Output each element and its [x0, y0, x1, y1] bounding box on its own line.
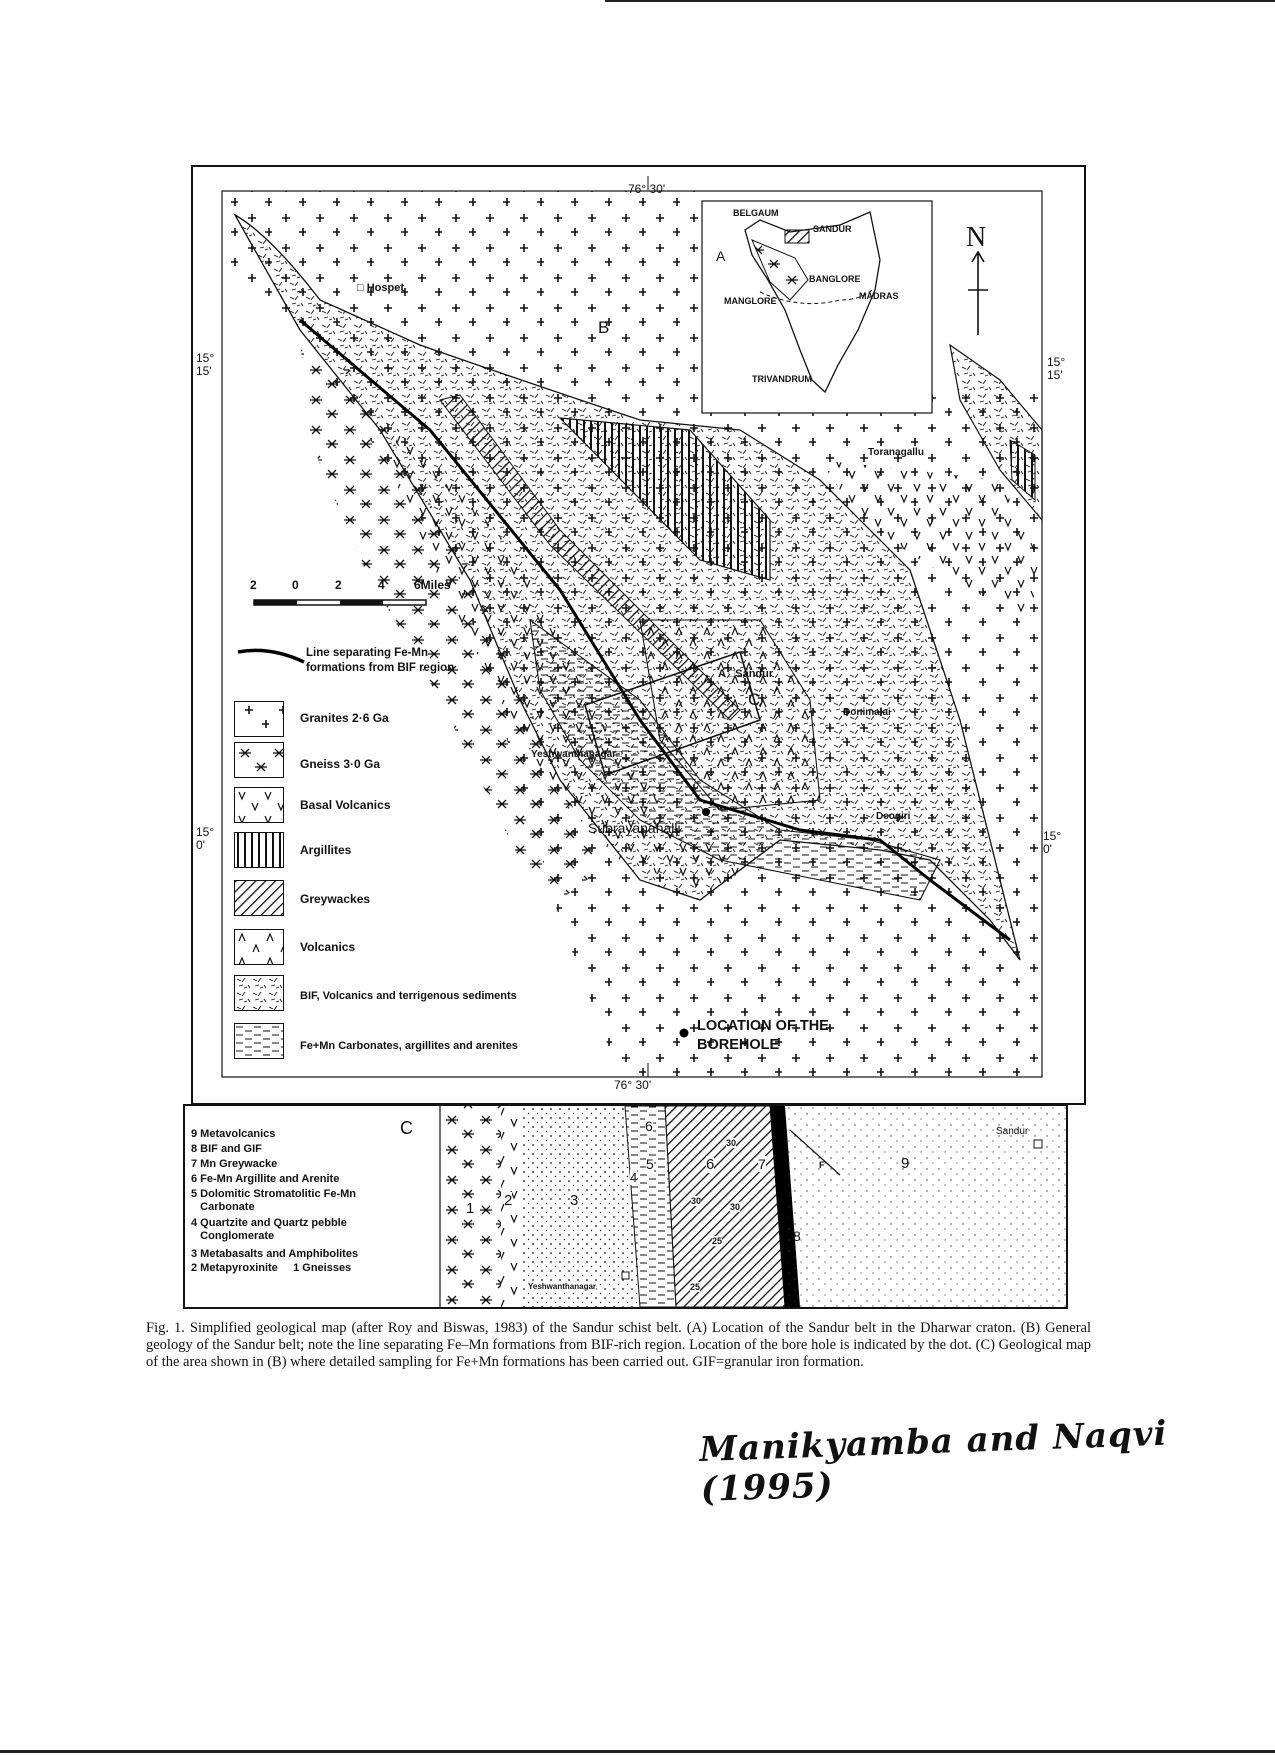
scale-tick-2b: 2	[335, 578, 342, 592]
horizontal-dash-icon	[234, 1023, 284, 1059]
legend-gneiss: Gneiss 3·0 Ga	[300, 757, 381, 771]
inset-panel-label: A	[716, 248, 726, 264]
cross-pattern-icon	[234, 742, 284, 778]
figure-caption: Fig. 1. Simplified geological map (after Roy and Biswas, 1983) of the Sandur schist belt. (A) Location of the Sandur belt in the Dharwar craton. (B) General geology of the Sandur belt; note the line separating Fe–Mn formations from BIF-rich region. Location of the bore hole is indicated by the dot. (C) Geological map of the area shown in (B) where detailed sampling for Fe+Mn formations has been carried out. GIF=granular iron formation.	[146, 1320, 1091, 1370]
legend-volcanics: Volcanics	[300, 940, 356, 954]
inset-belgaum: BELGAUM	[733, 208, 779, 218]
c-dip-1: 30	[726, 1138, 737, 1148]
dash-scatter-icon	[234, 975, 284, 1011]
c-fault-label: F	[819, 1160, 825, 1170]
c-legend-4: 4 Quartzite and Quartz pebble Conglomerate	[191, 1217, 347, 1242]
panel-c-label: C	[400, 1118, 413, 1138]
scale-tick-2a: 2	[250, 578, 257, 592]
panel-c-box-label: C	[748, 690, 761, 709]
place-donimalai: Donimalai	[843, 707, 891, 718]
legend-basal-volcanics: Basal Volcanics	[300, 798, 391, 812]
borehole-dot	[680, 1029, 689, 1038]
legend-fe-mn-carbonates: Fe+Mn Carbonates, argillites and arenites	[300, 1040, 518, 1052]
inset-sandur: SANDUR	[813, 224, 852, 234]
lat-15-0-left: 15° 0'	[196, 825, 215, 852]
c-legend-7: 7 Mn Greywacke	[191, 1158, 278, 1170]
longitude-bottom: 76° 30'	[614, 1078, 652, 1092]
lat-15-15-right: 15° 15'	[1047, 355, 1066, 382]
lat-15-0-right: 15° 0'	[1043, 829, 1062, 856]
place-toranagallu: Toranagallu	[868, 447, 924, 458]
handwritten-signature: Manikyamba and Naqvi (1995)	[698, 1413, 1169, 1511]
legend-argillites: Argillites	[300, 843, 352, 857]
v-pattern-icon	[234, 787, 284, 823]
inset-trivandrum: TRIVANDRUM	[752, 374, 812, 384]
c-unit-1: 1	[466, 1200, 475, 1217]
scale-tick-4: 4	[378, 578, 385, 592]
place-yeshwanthanagar: Yeshwanthanagar□	[531, 749, 623, 760]
scale-tick-0: 0	[292, 578, 299, 592]
sandur-location-marker	[785, 230, 809, 243]
plus-pattern-icon	[234, 701, 284, 737]
scale-tick-6-miles: 6Miles	[414, 578, 451, 592]
c-legend-6: 6 Fe-Mn Argillite and Arenite	[191, 1173, 340, 1185]
longitude-top: 76° 30'	[628, 182, 666, 196]
inset-manglore: MANGLORE	[724, 296, 777, 306]
place-hospet: □ Hospet	[357, 282, 404, 294]
scale-bar	[254, 600, 426, 605]
c-unit-5: 5	[646, 1156, 654, 1172]
c-unit-3: 3	[570, 1192, 579, 1209]
c-unit-6b: 6	[706, 1156, 715, 1173]
place-deogiri: Deogiri	[876, 811, 911, 822]
borehole-location-on-map	[702, 808, 710, 816]
north-arrow-icon	[968, 252, 988, 335]
inset-banglore: BANGLORE	[809, 274, 861, 284]
c-unit-9: 9	[901, 1155, 910, 1172]
legend-granites: Granites 2·6 Ga	[300, 711, 389, 725]
c-legend-2-1: 2 Metapyroxinite 1 Gneisses	[191, 1262, 352, 1274]
unit-6-argillite	[665, 1106, 785, 1307]
c-legend-9: 9 Metavolcanics	[191, 1128, 276, 1140]
c-unit-2: 2	[504, 1192, 513, 1209]
panel-b-label: B	[598, 318, 610, 337]
c-yeshwanthanagar: Yeshwanthanagar	[528, 1282, 597, 1291]
c-legend-5: 5 Dolomitic Stromatolitic Fe-Mn Carbonate	[191, 1188, 357, 1213]
vertical-lines-icon	[234, 832, 284, 868]
lat-15-15-left: 15° 15'	[196, 351, 215, 378]
c-sandur: Sandur	[996, 1126, 1029, 1137]
c-unit-4: 4	[630, 1170, 638, 1185]
c-legend-8: 8 BIF and GIF	[191, 1143, 262, 1155]
legend-bif: BIF, Volcanics and terrigenous sediments	[300, 990, 517, 1002]
inset-madras: MADRAS	[859, 291, 899, 301]
place-subrayanahalli: Subrayanahalli	[588, 820, 681, 836]
c-unit-7: 7	[758, 1156, 766, 1172]
borehole-label: LOCATION OF THE BOREHOLE	[697, 1018, 829, 1053]
north-label: N	[966, 222, 987, 253]
caret-pattern-icon	[234, 929, 284, 965]
c-legend-3: 3 Metabasalts and Amphibolites	[191, 1248, 359, 1260]
c-dip-2: 30	[691, 1196, 702, 1206]
c-unit-6a: 6	[645, 1118, 653, 1134]
legend-greywackes: Greywackes	[300, 892, 371, 906]
place-sandur: A □Sandur	[718, 668, 774, 680]
c-dip-4: 25	[712, 1236, 723, 1246]
c-unit-8: 8	[793, 1228, 801, 1244]
legend-line-sample	[238, 650, 304, 662]
fe-mn-line-legend-label: Line separating Fe-Mn formations from BIF region	[306, 647, 455, 674]
c-dip-3: 30	[730, 1202, 741, 1212]
bottom-rule	[0, 1750, 1275, 1753]
diagonal-lines-icon	[234, 880, 284, 916]
c-dip-5: 25	[690, 1282, 701, 1292]
